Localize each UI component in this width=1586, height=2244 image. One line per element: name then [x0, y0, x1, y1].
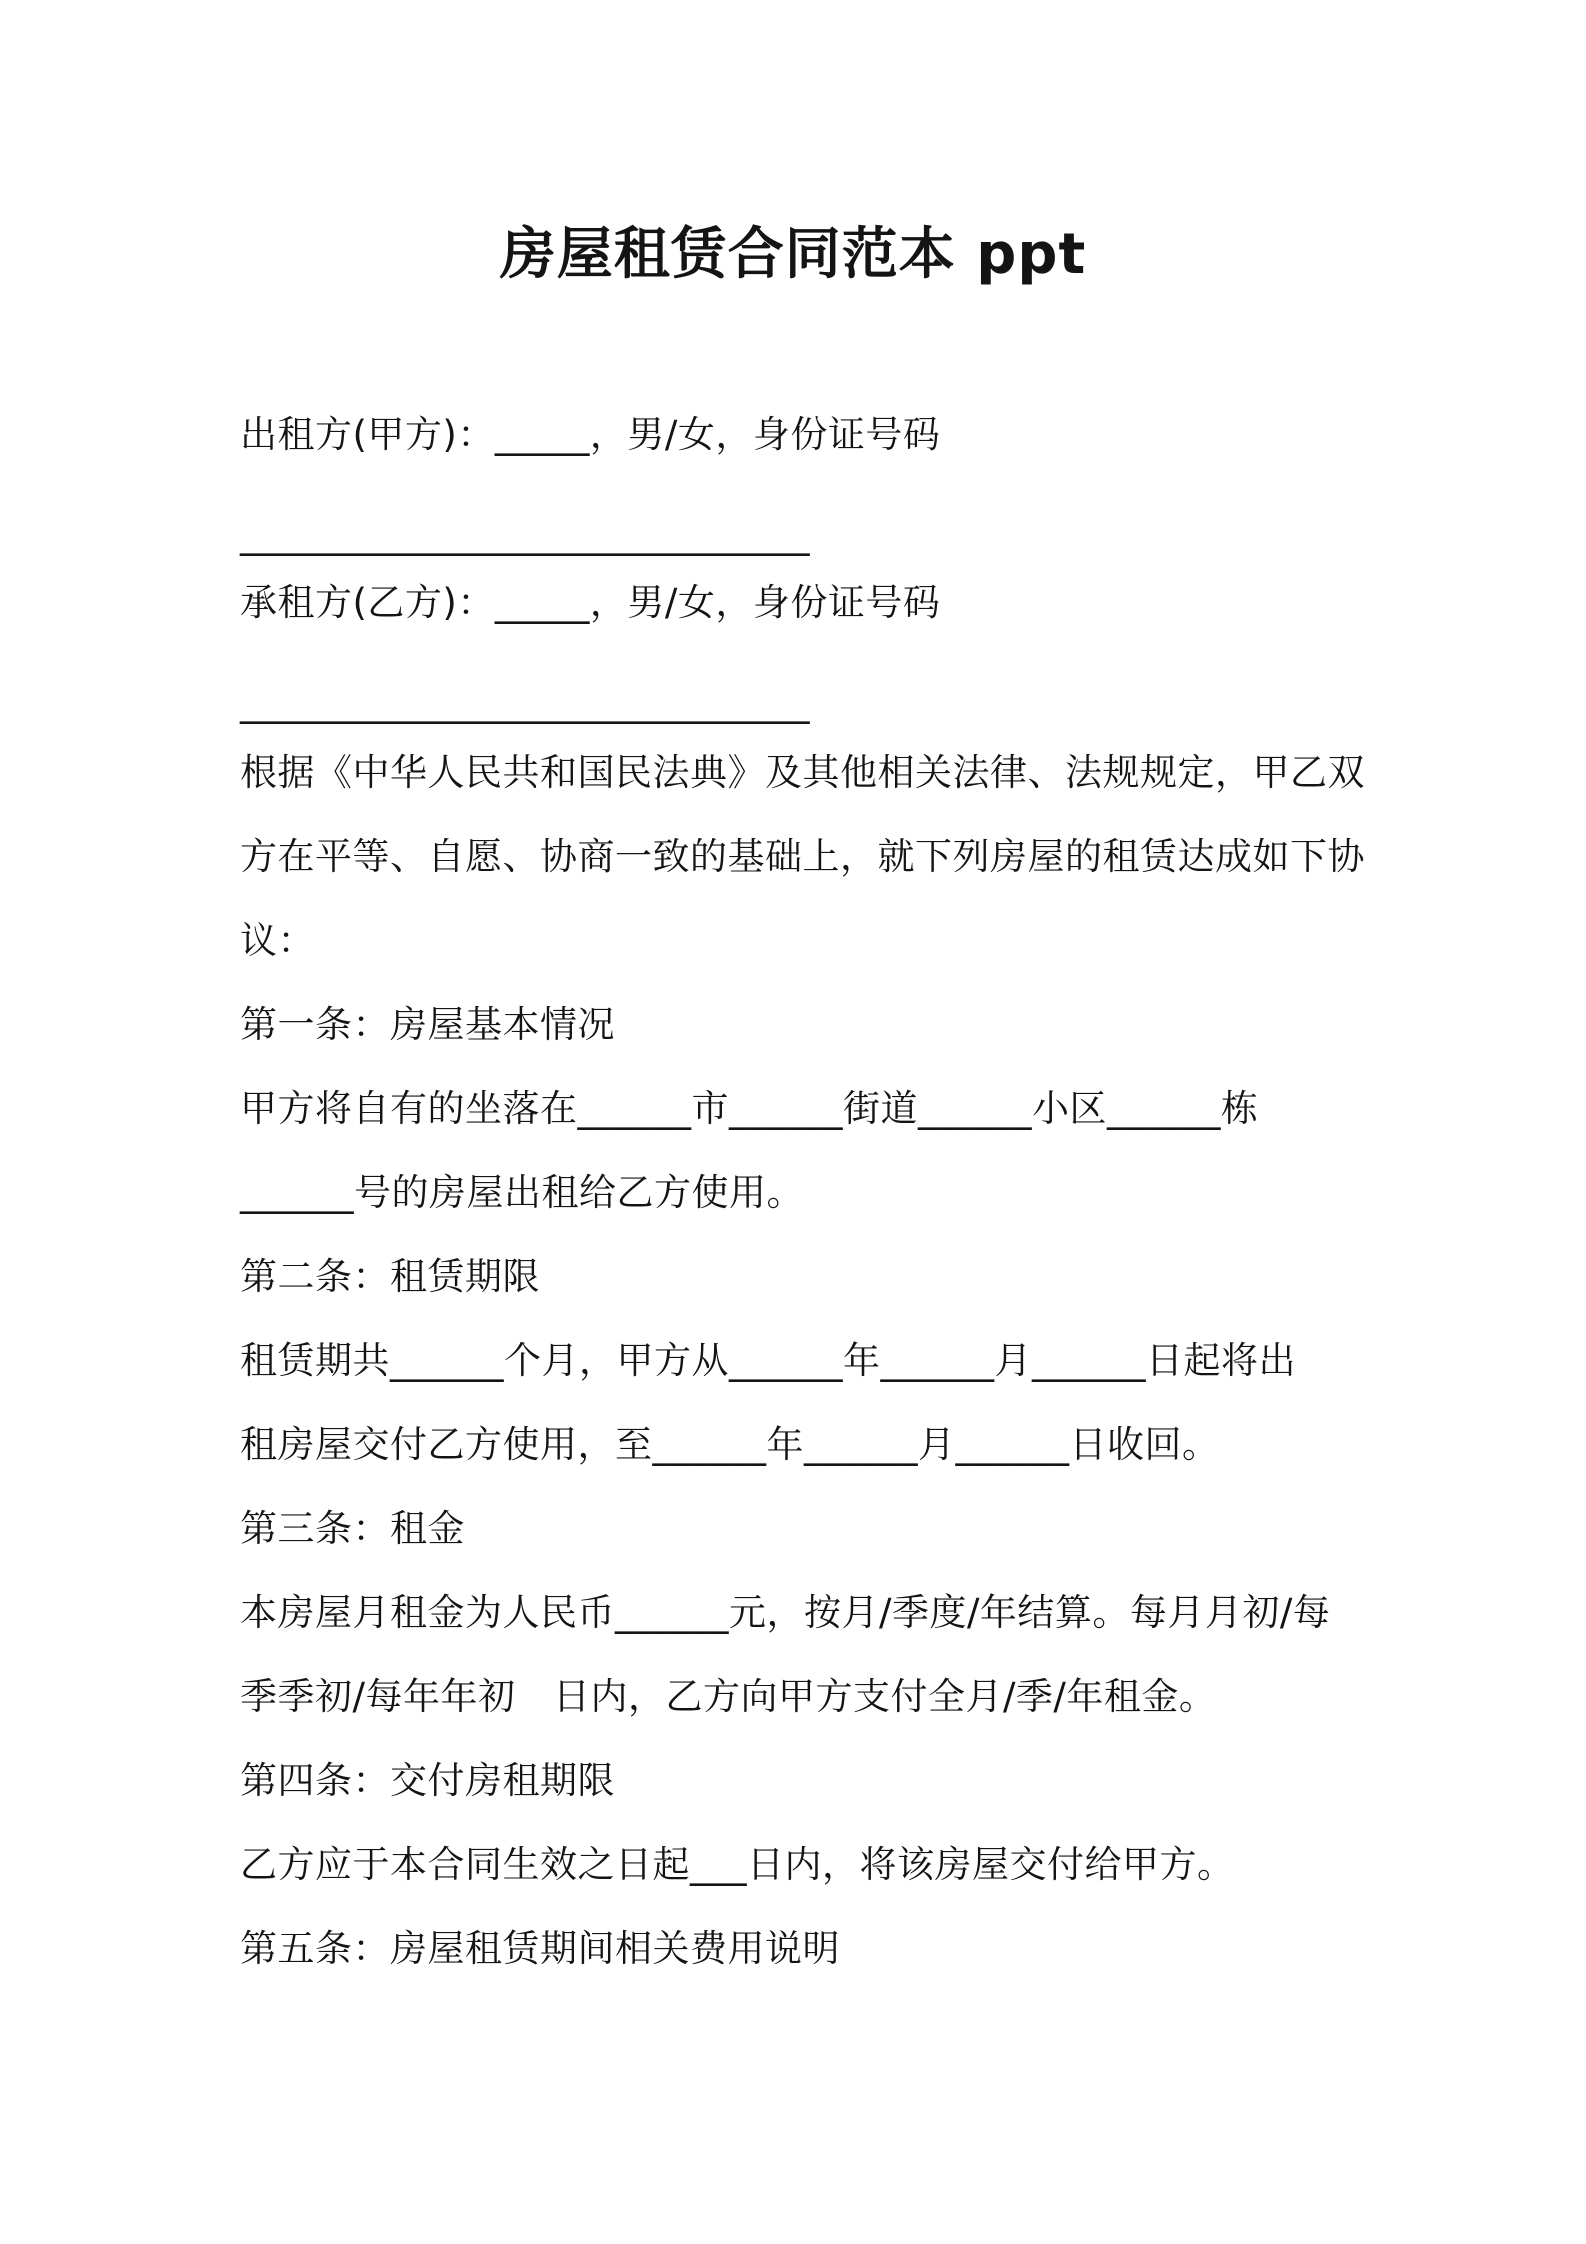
article-2-line-2: 租房屋交付乙方使用，至______年______月______日收回。 — [240, 1423, 1220, 1466]
lessor-id-blank: ______________________________ — [240, 513, 810, 556]
article-3-line-1: 本房屋月租金为人民币______元，按月/季度/年结算。每月月初/每 — [240, 1591, 1331, 1634]
article-3-heading: 第三条：租金 — [240, 1507, 465, 1550]
article-1-line-1: 甲方将自有的坐落在______市______街道______小区______栋 — [240, 1087, 1259, 1130]
article-4-line-1: 乙方应于本合同生效之日起___日内，将该房屋交付给甲方。 — [240, 1843, 1235, 1886]
preamble-line-1: 根据《中华人民共和国民法典》及其他相关法律、法规规定，甲乙双 — [240, 751, 1365, 794]
article-3-line-2: 季季初/每年年初 日内，乙方向甲方支付全月/季/年租金。 — [240, 1675, 1217, 1718]
article-1-line-2: ______号的房屋出租给乙方使用。 — [240, 1171, 804, 1214]
article-2-heading: 第二条：租赁期限 — [240, 1255, 540, 1298]
article-4-heading: 第四条：交付房租期限 — [240, 1759, 615, 1802]
article-1-heading: 第一条：房屋基本情况 — [240, 1003, 615, 1046]
preamble-line-2: 方在平等、自愿、协商一致的基础上，就下列房屋的租赁达成如下协 — [240, 835, 1365, 878]
article-2-line-1: 租赁期共______个月，甲方从______年______月______日起将出 — [240, 1339, 1296, 1382]
lessee-id-blank: ______________________________ — [240, 681, 810, 724]
lessee-line: 承租方(乙方)：_____，男/女，身份证号码 — [240, 581, 941, 624]
lessor-line: 出租方(甲方)：_____，男/女，身份证号码 — [240, 413, 941, 456]
article-5-heading: 第五条：房屋租赁期间相关费用说明 — [240, 1927, 840, 1970]
document-title: 房屋租赁合同范本 ppt — [499, 222, 1087, 287]
preamble-line-3: 议： — [240, 919, 315, 962]
